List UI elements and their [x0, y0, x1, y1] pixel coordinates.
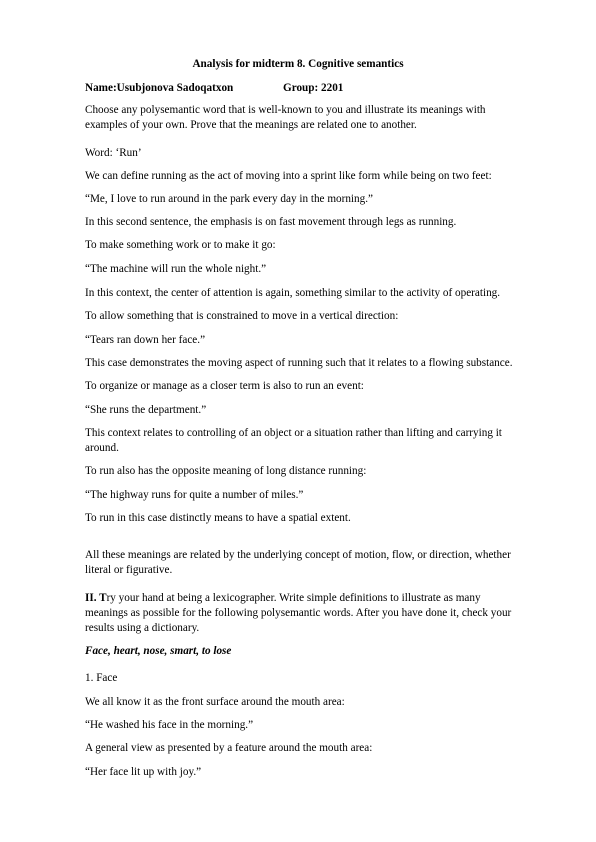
- words-list: Face, heart, nose, smart, to lose: [85, 645, 232, 657]
- paragraph: “The highway runs for quite a number of miles.”: [85, 489, 304, 501]
- paragraph: In this second sentence, the emphasis is on fast movement through legs as running.: [85, 216, 457, 228]
- paragraph: “Tears ran down her face.”: [85, 334, 206, 346]
- paragraph: “The machine will run the whole night.”: [85, 263, 267, 275]
- paragraph: We all know it as the front surface around the mouth area:: [85, 696, 345, 708]
- student-name: Name:Usubjonova Sadoqatxon: [85, 82, 234, 94]
- face-heading: 1. Face: [85, 672, 118, 684]
- paragraph: We can define running as the act of moving into a sprint like form while being on two feet:: [85, 170, 492, 182]
- paragraph: “Me, I love to run around in the park every day in the morning.”: [85, 193, 373, 205]
- summary-line-2: literal or figurative.: [85, 564, 173, 576]
- paragraph: “Her face lit up with joy.”: [85, 766, 202, 778]
- paragraph: This context relates to controlling of an object or a situation rather than lifting and carrying it: [85, 427, 502, 439]
- task2-text: ry your hand at being a lexicographer. Write simple definitions to illustrate as many: [106, 592, 481, 604]
- group-number: Group: 2201: [283, 82, 344, 94]
- paragraph: To allow something that is constrained to move in a vertical direction:: [85, 310, 399, 322]
- task2-line-1: [85, 591, 481, 605]
- paragraph: To run in this case distinctly means to have a spatial extent.: [85, 512, 351, 524]
- paragraph: In this context, the center of attention is again, something similar to the activity of operating.: [85, 287, 501, 299]
- paragraph: “He washed his face in the morning.”: [85, 719, 254, 731]
- page-title: Analysis for midterm 8. Cognitive semantics: [192, 58, 404, 70]
- paragraph: This case demonstrates the moving aspect of running such that it relates to a flowing substance.: [85, 357, 513, 369]
- task1-line-1: Choose any polysemantic word that is well-known to you and illustrate its meanings with: [85, 104, 486, 116]
- paragraph: To make something work or to make it go:: [85, 239, 276, 251]
- task2-label: II. T: [85, 592, 107, 604]
- paragraph: To run also has the opposite meaning of long distance running:: [85, 465, 367, 477]
- paragraph: around.: [85, 442, 119, 454]
- paragraph: “She runs the department.”: [85, 404, 207, 416]
- task2-line-3: results using a dictionary.: [85, 622, 200, 634]
- summary-line-1: All these meanings are related by the underlying concept of motion, flow, or direction, whether: [85, 549, 511, 561]
- task2-line-2: meanings as possible for the following polysemantic words. After you have done it, check your: [85, 607, 512, 619]
- paragraph: A general view as presented by a feature around the mouth area:: [85, 742, 373, 754]
- task1-line-2: examples of your own. Prove that the meanings are related one to another.: [85, 119, 417, 131]
- word-label: Word: ‘Run’: [85, 147, 142, 159]
- paragraph: To organize or manage as a closer term is also to run an event:: [85, 380, 364, 392]
